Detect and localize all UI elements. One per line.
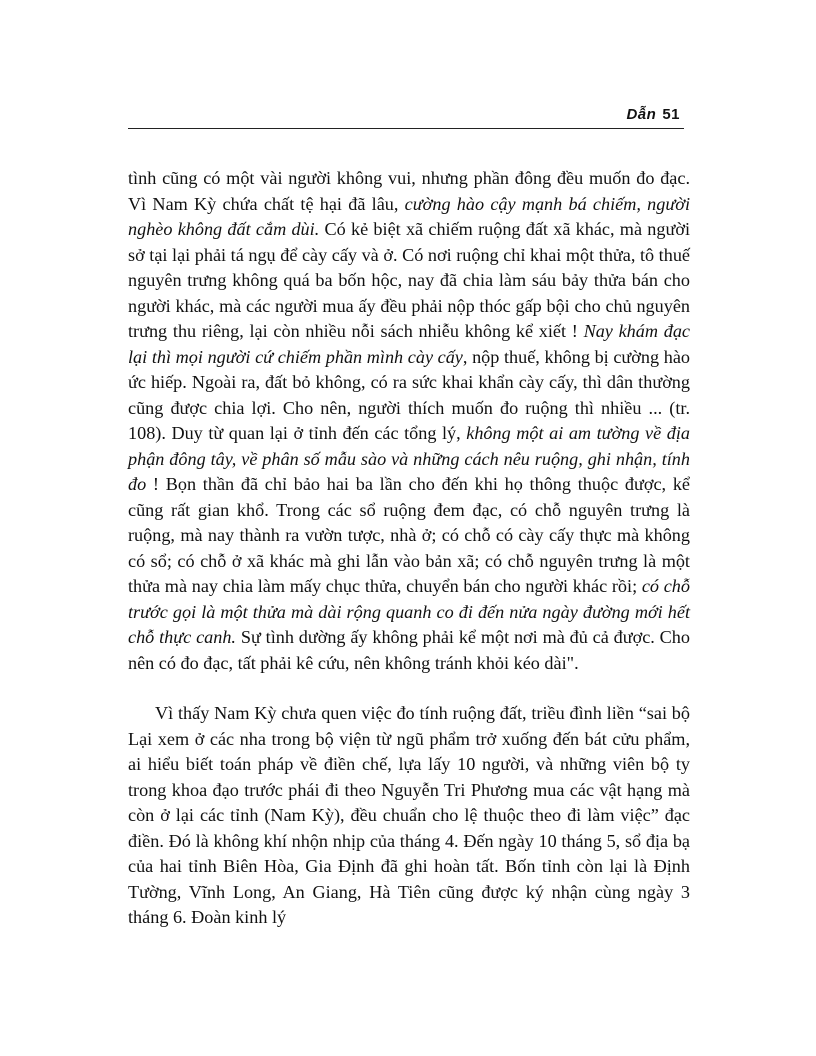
italic-run: Nay khám đạc lại thì mọi người cứ chiếm phần mình cày cấy [128, 321, 690, 367]
header-rule [128, 128, 684, 129]
running-head [626, 106, 680, 123]
italic-run: không một ai am tường về địa phận đông tây, về phân số mẫu sào và những cách nêu ruộng, ghi nhận, tính đo [128, 423, 690, 494]
text-run: Có kẻ biệt xã chiếm ruộng đất xã khác, mà người sở tại lại phải tá ngụ để cày cấy và ở. Có nơi ruộng chỉ khai một thửa, tô thuế nguyên trưng không quá ba bốn hộc, nay đã chia làm sáu bảy thửa bán cho người khác, mà các người mua ấy đều phải nộp thóc gấp bội cho chủ nguyên trưng thu riêng, lại còn nhiều nỗi sách nhiễu không kể xiết ! [128, 219, 690, 341]
page-number: 51 [662, 106, 680, 123]
running-title: Dẫn [626, 106, 657, 123]
page-header [128, 100, 684, 130]
body-text [128, 166, 690, 931]
paragraph-2: Vì thấy Nam Kỳ chưa quen việc đo tính ruộng đất, triều đình liền “sai bộ Lại xem ở các nha trong bộ viện từ ngũ phẩm trở xuống đến bát cửu phẩm, ai hiểu biết toán pháp về điền chế, lựa lấy 10 người, và những viên bộ ty trong khoa đạo trước phái đi theo Nguyễn Tri Phương mua các vật hạng mà còn ở lại các tỉnh (Nam Kỳ), đều chuẩn cho lệ thuộc theo đi làm việc” đạc điền. Đó là không khí nhộn nhịp của tháng 4. Đến ngày 10 tháng 5, sổ địa bạ của hai tỉnh Biên Hòa, Gia Định đã ghi hoàn tất. Bốn tỉnh còn lại là Định Tường, Vĩnh Long, An Giang, Hà Tiên cũng được ký nhận cùng ngày 3 tháng 6. Đoàn kinh lý [128, 703, 690, 927]
text-run: Sự tình dường ấy không phải kể một nơi mà đủ cả được. Cho nên có đo đạc, tất phải kê cứu, nên không tránh khỏi kéo dài". [128, 627, 690, 673]
text-run: ! Bọn thần đã chỉ bảo hai ba lần cho đến khi họ thông thuộc được, kể cũng rất gian khổ. Trong các sổ ruộng đem đạc, có chỗ nguyên trưng là ruộng, mà nay thành ra vườn tược, nhà ở; có chỗ có cày cấy thực mà không có sổ; có chỗ ở xã khác mà ghi lẫn vào bản xã; có chỗ nguyên trưng là một thửa mà nay chia làm mấy chục thửa, chuyển bán cho người khác rồi; [128, 474, 690, 596]
paragraph-1 [128, 166, 690, 676]
italic-run: có chỗ trước gọi là một thửa mà dài rộng quanh co đi đến nửa ngày đường mới hết chỗ thực canh. [128, 576, 690, 647]
italic-run: cường hào cậy mạnh bá chiếm, người nghèo không đất cắm dùi. [128, 193, 691, 239]
text-run: tình cũng có một vài người không vui, nhưng phần đông đều muốn đo đạc. Vì Nam Kỳ chứa chất tệ hại đã lâu, [128, 168, 690, 214]
text-run: , nộp thuế, không bị cường hào ức hiếp. Ngoài ra, đất bỏ không, có ra sức khai khẩn cày cấy, thì dân thường cũng được chia lợi. Cho nên, người thích muốn đo ruộng thì nhiều ... (tr. 108). Duy từ quan lại ở tỉnh đến các tổng lý, [128, 346, 690, 443]
